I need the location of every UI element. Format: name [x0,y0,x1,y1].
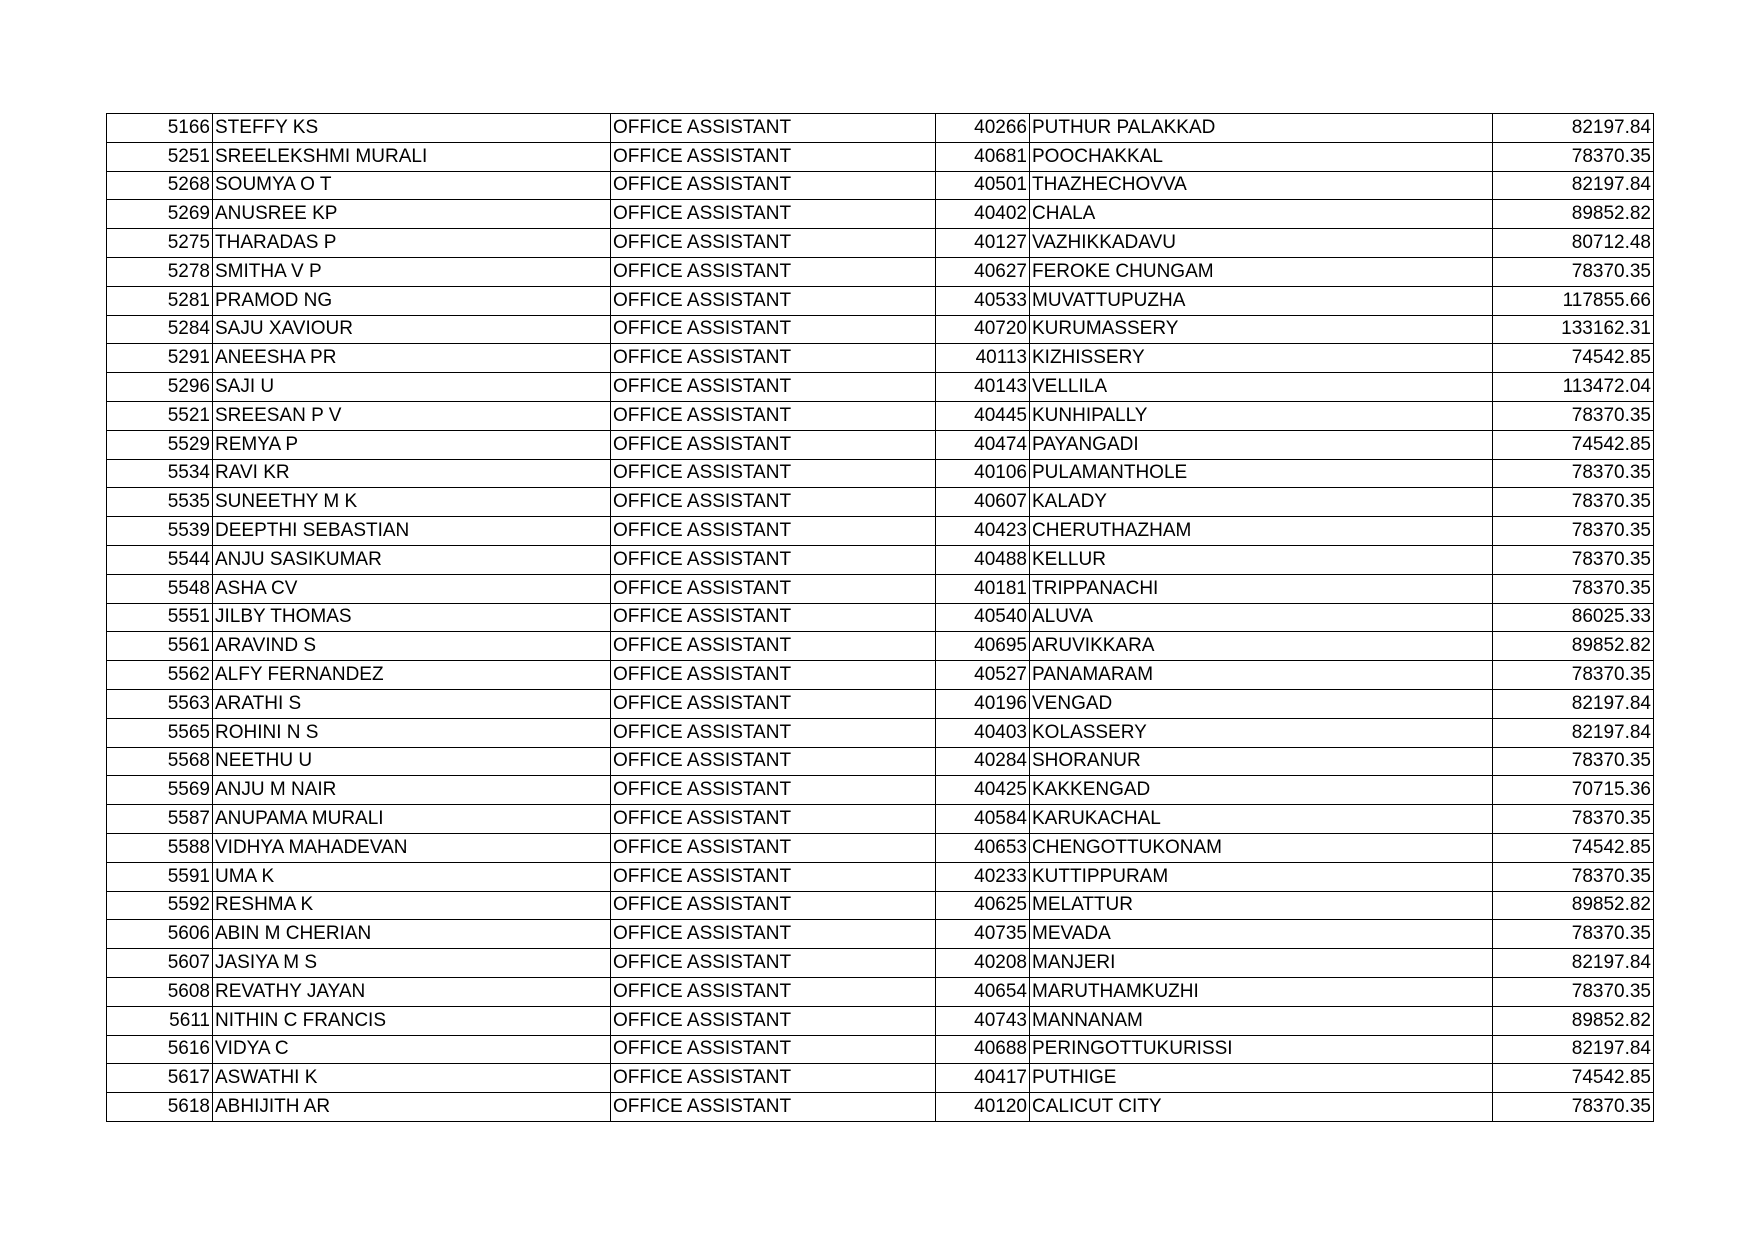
table-row [107,833,1654,862]
office-code-cell: 40417 [936,1064,1030,1093]
employee-id-cell: 5278 [107,257,213,286]
office-name-cell: KOLASSERY [1030,718,1493,747]
employee-name-cell: PRAMOD NG [213,286,611,315]
office-name-cell: PUTHIGE [1030,1064,1493,1093]
employee-name-cell: ROHINI N S [213,718,611,747]
office-name-cell: VELLILA [1030,373,1493,402]
employee-name-cell: SAJU XAVIOUR [213,315,611,344]
designation-cell: OFFICE ASSISTANT [611,603,936,632]
office-name-cell: KARUKACHAL [1030,805,1493,834]
amount-cell: 82197.84 [1493,689,1654,718]
employee-id-cell: 5608 [107,977,213,1006]
table-row [107,718,1654,747]
table-row [107,632,1654,661]
amount-cell: 78370.35 [1493,401,1654,430]
employee-name-cell: THARADAS P [213,229,611,258]
designation-cell: OFFICE ASSISTANT [611,257,936,286]
office-name-cell: MANNANAM [1030,1006,1493,1035]
table-row [107,315,1654,344]
employee-id-cell: 5166 [107,114,213,143]
amount-cell: 82197.84 [1493,949,1654,978]
table-row [107,747,1654,776]
designation-cell: OFFICE ASSISTANT [611,776,936,805]
employee-name-cell: ASHA CV [213,574,611,603]
office-name-cell: MANJERI [1030,949,1493,978]
office-name-cell: KELLUR [1030,545,1493,574]
office-name-cell: CALICUT CITY [1030,1093,1493,1122]
designation-cell: OFFICE ASSISTANT [611,718,936,747]
office-code-cell: 40113 [936,344,1030,373]
employee-id-cell: 5548 [107,574,213,603]
employee-id-cell: 5535 [107,488,213,517]
office-code-cell: 40208 [936,949,1030,978]
amount-cell: 82197.84 [1493,1035,1654,1064]
table-row [107,977,1654,1006]
employee-id-cell: 5284 [107,315,213,344]
amount-cell: 78370.35 [1493,805,1654,834]
designation-cell: OFFICE ASSISTANT [611,401,936,430]
office-name-cell: CHENGOTTUKONAM [1030,833,1493,862]
office-name-cell: MEVADA [1030,920,1493,949]
amount-cell: 78370.35 [1493,862,1654,891]
designation-cell: OFFICE ASSISTANT [611,517,936,546]
employee-id-cell: 5539 [107,517,213,546]
designation-cell: OFFICE ASSISTANT [611,920,936,949]
office-code-cell: 40120 [936,1093,1030,1122]
table-row [107,661,1654,690]
table-row [107,286,1654,315]
employee-id-cell: 5606 [107,920,213,949]
amount-cell: 78370.35 [1493,459,1654,488]
office-code-cell: 40653 [936,833,1030,862]
office-code-cell: 40196 [936,689,1030,718]
employee-name-cell: SOUMYA O T [213,171,611,200]
office-name-cell: PULAMANTHOLE [1030,459,1493,488]
employee-id-cell: 5534 [107,459,213,488]
table-row [107,603,1654,632]
office-code-cell: 40423 [936,517,1030,546]
amount-cell: 74542.85 [1493,1064,1654,1093]
table-row [107,574,1654,603]
amount-cell: 74542.85 [1493,430,1654,459]
employee-id-cell: 5565 [107,718,213,747]
office-code-cell: 40735 [936,920,1030,949]
office-code-cell: 40743 [936,1006,1030,1035]
office-name-cell: ARUVIKKARA [1030,632,1493,661]
amount-cell: 78370.35 [1493,142,1654,171]
employee-name-cell: UMA K [213,862,611,891]
employee-name-cell: SUNEETHY M K [213,488,611,517]
table-row [107,805,1654,834]
employee-id-cell: 5275 [107,229,213,258]
amount-cell: 78370.35 [1493,257,1654,286]
office-name-cell: PAYANGADI [1030,430,1493,459]
office-code-cell: 40266 [936,114,1030,143]
table-row [107,459,1654,488]
table-row [107,200,1654,229]
table-row [107,776,1654,805]
table-row [107,488,1654,517]
employee-id-cell: 5618 [107,1093,213,1122]
amount-cell: 78370.35 [1493,920,1654,949]
employee-table [106,113,1654,1122]
amount-cell: 89852.82 [1493,632,1654,661]
amount-cell: 133162.31 [1493,315,1654,344]
employee-name-cell: ABHIJITH AR [213,1093,611,1122]
office-code-cell: 40695 [936,632,1030,661]
table-row [107,1093,1654,1122]
office-name-cell: MELATTUR [1030,891,1493,920]
office-name-cell: ALUVA [1030,603,1493,632]
designation-cell: OFFICE ASSISTANT [611,1035,936,1064]
employee-name-cell: ARATHI S [213,689,611,718]
employee-name-cell: SMITHA V P [213,257,611,286]
amount-cell: 89852.82 [1493,891,1654,920]
designation-cell: OFFICE ASSISTANT [611,430,936,459]
office-code-cell: 40425 [936,776,1030,805]
office-name-cell: MUVATTUPUZHA [1030,286,1493,315]
employee-name-cell: ANEESHA PR [213,344,611,373]
table-row [107,142,1654,171]
employee-name-cell: ANUSREE KP [213,200,611,229]
amount-cell: 78370.35 [1493,545,1654,574]
employee-id-cell: 5251 [107,142,213,171]
office-code-cell: 40488 [936,545,1030,574]
designation-cell: OFFICE ASSISTANT [611,344,936,373]
designation-cell: OFFICE ASSISTANT [611,977,936,1006]
office-code-cell: 40106 [936,459,1030,488]
designation-cell: OFFICE ASSISTANT [611,1064,936,1093]
amount-cell: 82197.84 [1493,114,1654,143]
designation-cell: OFFICE ASSISTANT [611,114,936,143]
office-name-cell: CHERUTHAZHAM [1030,517,1493,546]
table-row [107,1064,1654,1093]
employee-name-cell: ARAVIND S [213,632,611,661]
employee-id-cell: 5269 [107,200,213,229]
employee-id-cell: 5569 [107,776,213,805]
table-row [107,891,1654,920]
employee-name-cell: JILBY THOMAS [213,603,611,632]
office-code-cell: 40654 [936,977,1030,1006]
amount-cell: 89852.82 [1493,1006,1654,1035]
office-code-cell: 40143 [936,373,1030,402]
employee-name-cell: VIDHYA MAHADEVAN [213,833,611,862]
office-code-cell: 40127 [936,229,1030,258]
employee-name-cell: ALFY FERNANDEZ [213,661,611,690]
amount-cell: 78370.35 [1493,1093,1654,1122]
office-name-cell: POOCHAKKAL [1030,142,1493,171]
employee-id-cell: 5611 [107,1006,213,1035]
employee-id-cell: 5588 [107,833,213,862]
amount-cell: 74542.85 [1493,833,1654,862]
designation-cell: OFFICE ASSISTANT [611,488,936,517]
employee-table-body [107,114,1654,1122]
designation-cell: OFFICE ASSISTANT [611,949,936,978]
employee-name-cell: SREESAN P V [213,401,611,430]
amount-cell: 89852.82 [1493,200,1654,229]
amount-cell: 86025.33 [1493,603,1654,632]
office-name-cell: VENGAD [1030,689,1493,718]
employee-name-cell: STEFFY KS [213,114,611,143]
table-row [107,949,1654,978]
office-name-cell: TRIPPANACHI [1030,574,1493,603]
amount-cell: 78370.35 [1493,661,1654,690]
office-code-cell: 40445 [936,401,1030,430]
employee-id-cell: 5592 [107,891,213,920]
employee-name-cell: REMYA P [213,430,611,459]
employee-id-cell: 5544 [107,545,213,574]
employee-id-cell: 5616 [107,1035,213,1064]
table-row [107,344,1654,373]
office-name-cell: VAZHIKKADAVU [1030,229,1493,258]
employee-name-cell: ANUPAMA MURALI [213,805,611,834]
employee-id-cell: 5281 [107,286,213,315]
office-name-cell: SHORANUR [1030,747,1493,776]
employee-id-cell: 5587 [107,805,213,834]
employee-name-cell: ABIN M CHERIAN [213,920,611,949]
amount-cell: 82197.84 [1493,171,1654,200]
office-code-cell: 40627 [936,257,1030,286]
designation-cell: OFFICE ASSISTANT [611,545,936,574]
office-code-cell: 40527 [936,661,1030,690]
employee-name-cell: ANJU M NAIR [213,776,611,805]
office-code-cell: 40720 [936,315,1030,344]
table-row [107,373,1654,402]
designation-cell: OFFICE ASSISTANT [611,315,936,344]
table-row [107,171,1654,200]
table-row [107,401,1654,430]
employee-name-cell: DEEPTHI SEBASTIAN [213,517,611,546]
designation-cell: OFFICE ASSISTANT [611,1093,936,1122]
office-name-cell: KUTTIPPURAM [1030,862,1493,891]
office-code-cell: 40233 [936,862,1030,891]
table-row [107,862,1654,891]
amount-cell: 78370.35 [1493,574,1654,603]
office-code-cell: 40402 [936,200,1030,229]
office-code-cell: 40607 [936,488,1030,517]
office-code-cell: 40474 [936,430,1030,459]
table-row [107,229,1654,258]
employee-id-cell: 5607 [107,949,213,978]
designation-cell: OFFICE ASSISTANT [611,171,936,200]
designation-cell: OFFICE ASSISTANT [611,661,936,690]
office-name-cell: MARUTHAMKUZHI [1030,977,1493,1006]
office-code-cell: 40688 [936,1035,1030,1064]
employee-name-cell: RESHMA K [213,891,611,920]
designation-cell: OFFICE ASSISTANT [611,689,936,718]
office-name-cell: KAKKENGAD [1030,776,1493,805]
amount-cell: 74542.85 [1493,344,1654,373]
table-row [107,689,1654,718]
designation-cell: OFFICE ASSISTANT [611,1006,936,1035]
office-name-cell: CHALA [1030,200,1493,229]
office-name-cell: PUTHUR PALAKKAD [1030,114,1493,143]
designation-cell: OFFICE ASSISTANT [611,229,936,258]
employee-id-cell: 5521 [107,401,213,430]
office-code-cell: 40501 [936,171,1030,200]
office-code-cell: 40181 [936,574,1030,603]
designation-cell: OFFICE ASSISTANT [611,891,936,920]
amount-cell: 78370.35 [1493,747,1654,776]
employee-id-cell: 5291 [107,344,213,373]
office-code-cell: 40540 [936,603,1030,632]
office-code-cell: 40625 [936,891,1030,920]
employee-id-cell: 5296 [107,373,213,402]
office-name-cell: THAZHECHOVVA [1030,171,1493,200]
employee-id-cell: 5568 [107,747,213,776]
designation-cell: OFFICE ASSISTANT [611,862,936,891]
designation-cell: OFFICE ASSISTANT [611,459,936,488]
table-row [107,257,1654,286]
designation-cell: OFFICE ASSISTANT [611,632,936,661]
table-row [107,517,1654,546]
office-code-cell: 40403 [936,718,1030,747]
amount-cell: 70715.36 [1493,776,1654,805]
table-row [107,920,1654,949]
employee-name-cell: RAVI KR [213,459,611,488]
amount-cell: 82197.84 [1493,718,1654,747]
office-code-cell: 40284 [936,747,1030,776]
designation-cell: OFFICE ASSISTANT [611,574,936,603]
employee-name-cell: SAJI U [213,373,611,402]
designation-cell: OFFICE ASSISTANT [611,747,936,776]
office-name-cell: PANAMARAM [1030,661,1493,690]
office-code-cell: 40681 [936,142,1030,171]
office-code-cell: 40584 [936,805,1030,834]
employee-id-cell: 5562 [107,661,213,690]
office-code-cell: 40533 [936,286,1030,315]
employee-name-cell: ANJU SASIKUMAR [213,545,611,574]
employee-id-cell: 5529 [107,430,213,459]
office-name-cell: KALADY [1030,488,1493,517]
employee-name-cell: SREELEKSHMI MURALI [213,142,611,171]
employee-name-cell: NEETHU U [213,747,611,776]
employee-id-cell: 5591 [107,862,213,891]
amount-cell: 80712.48 [1493,229,1654,258]
designation-cell: OFFICE ASSISTANT [611,833,936,862]
table-row [107,1035,1654,1064]
designation-cell: OFFICE ASSISTANT [611,200,936,229]
employee-id-cell: 5617 [107,1064,213,1093]
table-row [107,1006,1654,1035]
amount-cell: 78370.35 [1493,517,1654,546]
employee-id-cell: 5551 [107,603,213,632]
designation-cell: OFFICE ASSISTANT [611,373,936,402]
employee-id-cell: 5561 [107,632,213,661]
office-name-cell: KURUMASSERY [1030,315,1493,344]
office-name-cell: KUNHIPALLY [1030,401,1493,430]
table-row [107,545,1654,574]
employee-name-cell: JASIYA M S [213,949,611,978]
amount-cell: 113472.04 [1493,373,1654,402]
office-name-cell: KIZHISSERY [1030,344,1493,373]
table-row [107,114,1654,143]
designation-cell: OFFICE ASSISTANT [611,805,936,834]
amount-cell: 117855.66 [1493,286,1654,315]
office-name-cell: PERINGOTTUKURISSI [1030,1035,1493,1064]
amount-cell: 78370.35 [1493,977,1654,1006]
employee-name-cell: NITHIN C FRANCIS [213,1006,611,1035]
designation-cell: OFFICE ASSISTANT [611,286,936,315]
office-name-cell: FEROKE CHUNGAM [1030,257,1493,286]
employee-id-cell: 5268 [107,171,213,200]
amount-cell: 78370.35 [1493,488,1654,517]
employee-id-cell: 5563 [107,689,213,718]
table-row [107,430,1654,459]
employee-name-cell: VIDYA C [213,1035,611,1064]
employee-name-cell: REVATHY JAYAN [213,977,611,1006]
designation-cell: OFFICE ASSISTANT [611,142,936,171]
employee-name-cell: ASWATHI K [213,1064,611,1093]
